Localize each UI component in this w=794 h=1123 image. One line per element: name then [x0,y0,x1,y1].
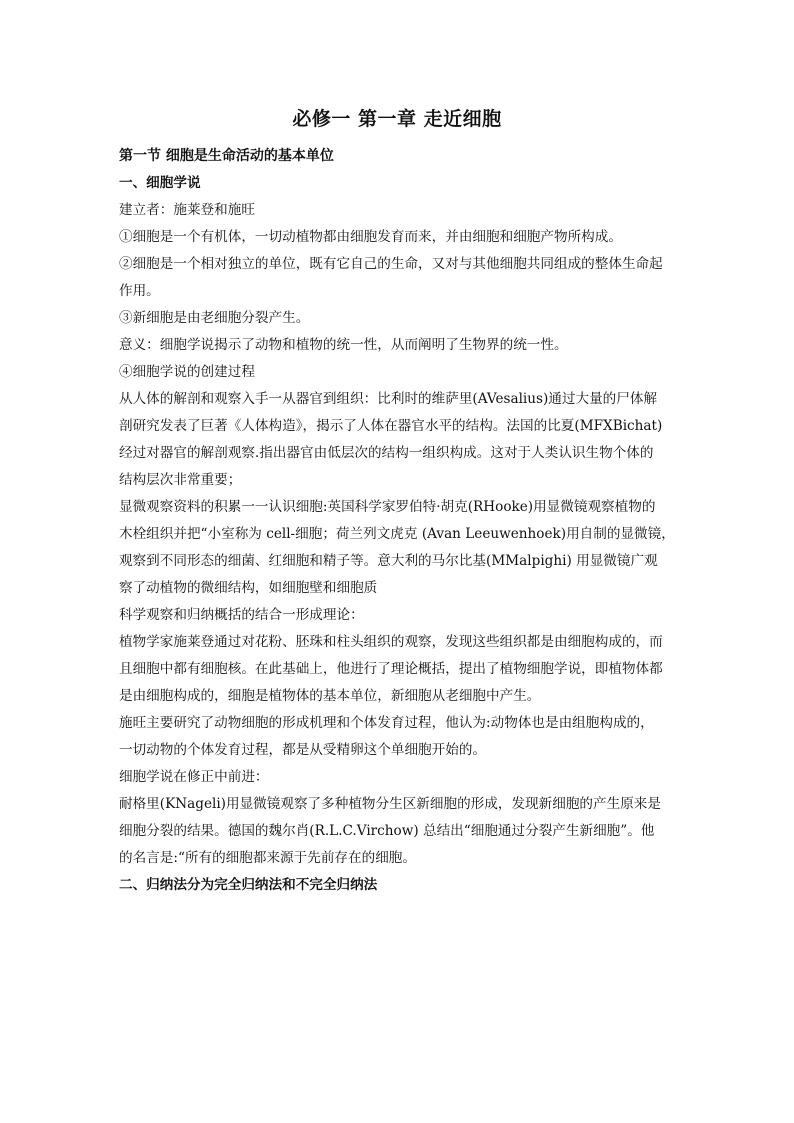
paragraph-line: 的名言是:“所有的细胞都来源于先前存在的细胞。 [119,850,416,866]
paragraph-line: 作用。 [119,283,160,299]
paragraph-line: ②细胞是一个相对独立的单位，既有它自己的生命，又对与其他细胞共同组成的整体生命起 [119,256,663,272]
paragraph-line: 剖研究发表了巨著《人体构造》，揭示了人体在器官水平的结构。法国的比夏(MFXBichat) [119,418,663,434]
paragraph-line: 察了动植物的微细结构，如细胞壁和细胞质 [119,580,378,596]
paragraph-line: 且细胞中都有细胞核。在此基础上，他进行了理论概括，提出了植物细胞学说，即植物体都 [119,661,663,677]
paragraph-line: 植物学家施莱登通过对花粉、胚珠和柱头组织的观察，发现这些组织都是由细胞构成的，而 [119,634,663,650]
section-heading: 第一节 细胞是生命活动的基本单位 [119,148,334,164]
paragraph-line: 一切动物的个体发育过程，都是从受精卵这个单细胞开始的。 [119,742,487,758]
paragraph-line: 细胞分裂的结果。德国的魏尔肖(R.L.C.Virchow) 总结出“细胞通过分裂产生新细胞”。他 [119,823,655,839]
paragraph-line: 施旺主要研究了动物细胞的形成机理和个体发育过程，他认为:动物体也是由组胞构成的， [119,715,654,731]
paragraph-line: 显微观察资料的积累一一认识细胞:英国科学家罗伯特·胡克(RHooke)用显微镜观察植物的 [119,499,656,515]
subsection-heading-cell-theory: 一、细胞学说 [119,175,201,191]
document-body [119,143,679,899]
paragraph-line: 是由细胞构成的，细胞是植物体的基本单位，新细胞从老细胞中产生。 [119,688,541,704]
paragraph-line: ①细胞是一个有机体，一切动植物都由细胞发育而来，并由细胞和细胞产物所构成。 [119,229,622,245]
paragraph-line: ④细胞学说的创建过程 [119,364,255,380]
paragraph-line: ③新细胞是由老细胞分裂产生。 [119,310,310,326]
subsection-heading-induction: 二、归纳法分为完全归纳法和不完全归纳法 [119,877,378,893]
paragraph-line: 结构层次非常重要； [119,472,242,488]
paragraph-line: 建立者：施莱登和施旺 [119,202,255,218]
paragraph-line: 观察到不同形态的细菌、红细胞和精子等。意大利的马尔比基(MMalpighi) 用显微镜广观 [119,553,658,569]
paragraph-line: 木栓组织并把“小室称为 cell-细胞；荷兰列文虎克 (Avan Leeuwenhoek)用自制的显微镜， [119,526,675,542]
paragraph-line: 从人体的解剖和观察入手一从器官到组织：比利时的维萨里(AVesalius)通过大量的尸体解 [119,391,658,407]
page-title: 必修一 第一章 走近细胞 [292,108,502,130]
paragraph-line: 细胞学说在修正中前进： [119,769,269,785]
paragraph-line: 意义：细胞学说揭示了动物和植物的统一性，从而阐明了生物界的统一性。 [119,337,568,353]
paragraph-line: 科学观察和归纳概括的结合一形成理论： [119,607,364,623]
paragraph-line: 经过对器官的解剖观察.指出器官由低层次的结构一组织构成。这对于人类认识生物个体的 [119,445,654,461]
paragraph-line: 耐格里(KNageli)用显微镜观察了多种植物分生区新细胞的形成，发现新细胞的产生原来是 [119,796,661,812]
